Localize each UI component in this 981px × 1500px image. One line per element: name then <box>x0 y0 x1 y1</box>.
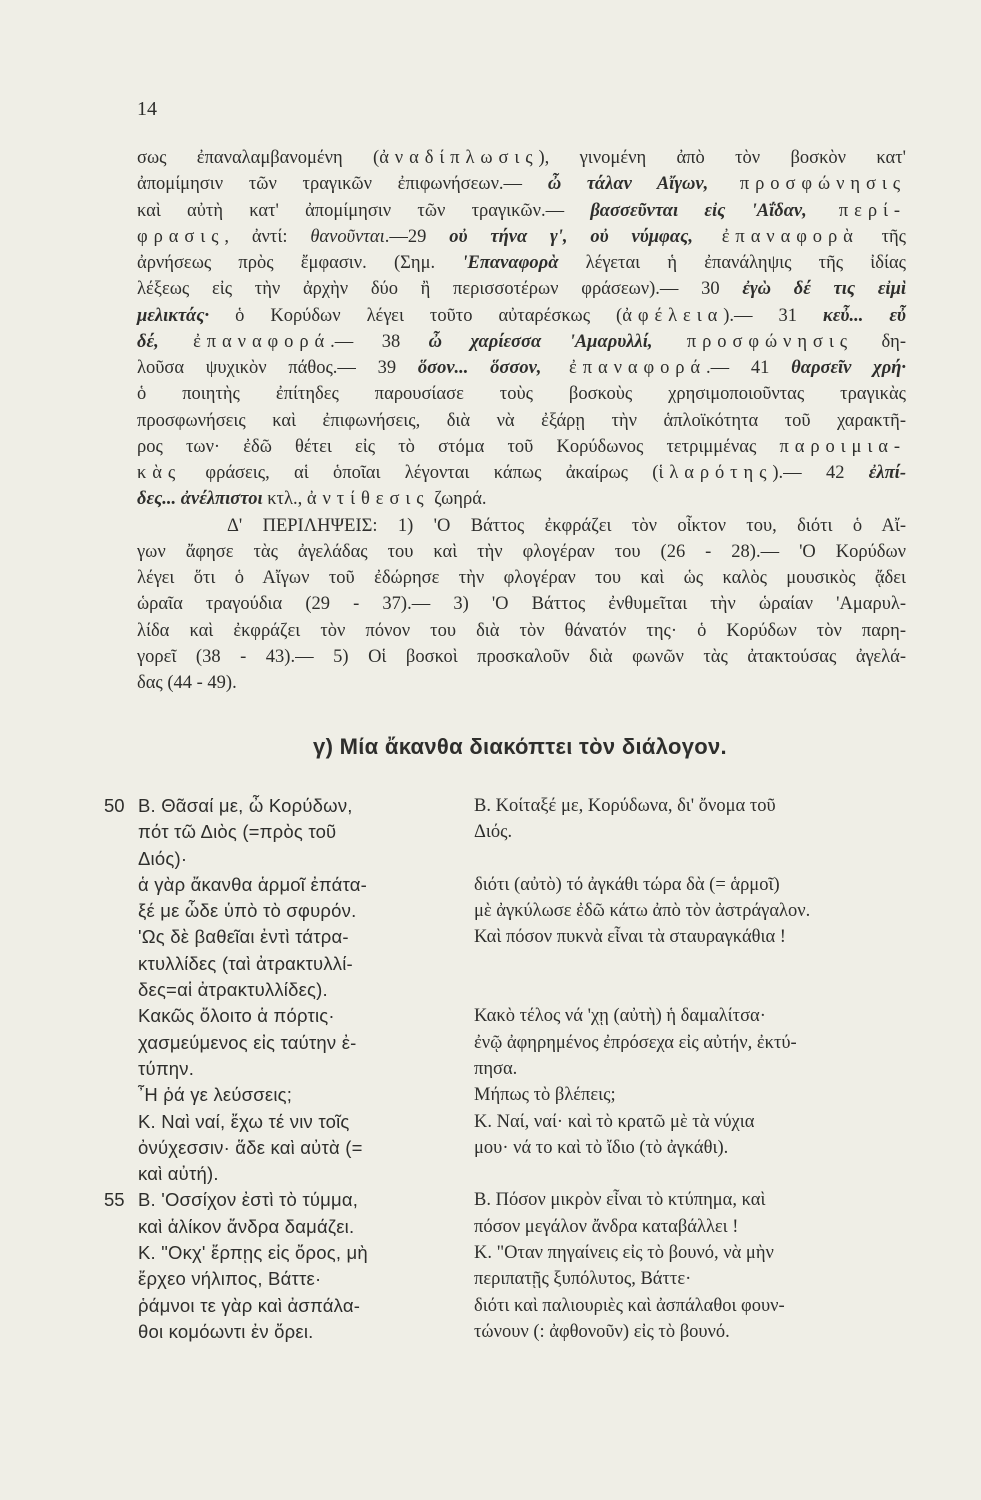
greek-verse: ὀνύχεσσιν· ἅδε καὶ αὐτὰ (= <box>138 1136 363 1158</box>
text-segment: θανοῦνται <box>310 226 385 247</box>
lemma-text: ἐλπί- <box>868 463 906 483</box>
verse-row <box>96 872 916 898</box>
text-segment: ὁ ποιητὴς ἐπίτηδες παρουσίασε τοὺς βοσκοὺς χρησιμοποιοῦντας τραγικὰς <box>137 384 906 405</box>
term-text: κὰς <box>137 463 182 483</box>
text-segment: ρος των· ἐδῶ θέτει εἰς τὸ στόμα τοῦ Κορύδωνος τετριμμένας <box>137 436 780 457</box>
term-text: ἱλαρότης <box>658 463 773 483</box>
modern-translation: περιπατῇς ξυπόλυτος, Βάττε· <box>474 1269 692 1290</box>
modern-translation: Κ. "Οταν πηγαίνεις εἰς τὸ βουνό, νὰ μὴν <box>474 1243 774 1264</box>
modern-translation: μὲ ἀγκύλωσε ἐδῶ κάτω ἀπὸ τὸν ἀστράγαλον. <box>474 901 811 922</box>
lemma-text: ὦ χαρίεσσα 'Αμαρυλλί, <box>428 331 653 352</box>
modern-translation: ἐνῷ ἀφηρημένος ἐπρόσεχα εἰς αὐτήν, ἐκτύ- <box>474 1032 797 1053</box>
commentary-line <box>137 355 906 381</box>
verse-row <box>96 1293 916 1319</box>
lemma-text: οὐ τήνα γ', οὐ νύμφας, <box>449 226 693 247</box>
verse-row <box>96 924 916 950</box>
lemma-text: μελικτάς· <box>137 305 210 326</box>
greek-verse: Κ. Ναὶ ναί, ἔχω τέ νιν τοῖς <box>138 1110 350 1132</box>
term-text: φρασις <box>137 226 225 247</box>
greek-verse: Κακῶς ὄλοιτο ἁ πόρτις· <box>138 1005 335 1027</box>
commentary-line <box>137 565 906 591</box>
verse-row <box>96 1030 916 1056</box>
greek-verse: ἔρχεο νήλιπος, Βάττε· <box>138 1268 322 1290</box>
commentary-line <box>137 381 906 407</box>
term-text: παροιμια- <box>779 436 906 457</box>
greek-verse: καὶ αὐτή). <box>138 1163 219 1185</box>
section-heading: γ) Μία ἄκανθα διακόπτει τὸν διάλογον. <box>313 734 727 759</box>
commentary-line <box>137 434 906 460</box>
text-segment: δας (44 - 49). <box>137 673 237 693</box>
greek-verse: 'Ως δὲ βαθεῖαι ἐντὶ τάτρα- <box>138 926 349 948</box>
greek-verse: τύπην. <box>138 1057 195 1079</box>
verse-row <box>96 951 916 977</box>
lemma-text: ἐγὼ δέ τις εἰμὶ <box>742 279 906 300</box>
text-segment: ), γινομένη ἀπὸ τὸν βοσκὸν κατ' <box>538 148 906 168</box>
term-text: προσφώνησις <box>652 331 853 352</box>
greek-verse: ξέ με ὧδε ὑπὸ τὸ σφυρόν. <box>138 900 357 922</box>
modern-translation: τώνουν (: ἀφθονοῦν) εἰς τὸ βουνό. <box>474 1321 730 1342</box>
text-segment: προσφωνήσεις καὶ ἐπιφωνήσεις, διὰ νὰ ἐξάρῃ τὴν ἁπλοϊκότητα τοῦ χαρακτῆ- <box>137 410 906 431</box>
text-segment: λίδα καὶ ἐκφράζει τὸν πόνον του διὰ τὸν θάνατόν της· ὁ Κορύδων τὸν παρη- <box>137 620 906 641</box>
text-segment: φράσεις, αἱ ὁποῖαι λέγονται κάπως ἀκαίρως ( <box>181 463 659 483</box>
term-text: ἐπαναφορά <box>158 331 331 352</box>
lemma-text: βασσεῦνται εἰς 'Αΐδαν, <box>590 200 807 221</box>
lemma-text: δέ, <box>137 331 159 352</box>
verse-row <box>96 898 916 924</box>
term-text: ἀναδίπλωσις <box>379 148 539 168</box>
lemma-text: κεὖ... εὖ <box>823 305 906 326</box>
greek-verse: δες=αἱ ἀτρακτυλλίδες). <box>138 979 328 1001</box>
verse-row <box>96 846 916 872</box>
greek-verse: χασμεύμενος εἰς ταύτην ἐ- <box>138 1031 357 1053</box>
greek-verse: Κ. "Οκχ' ἔρπῃς εἰς ὄρος, μὴ <box>138 1242 368 1264</box>
text-segment: ὡραῖα τραγούδια (29 - 37).— 3) 'Ο Βάττος ἐνθυμεῖται τὴν ὡραίαν 'Αμαρυλ- <box>137 594 906 615</box>
text-segment: .— 38 <box>330 331 429 352</box>
modern-translation: Καὶ πόσον πυκνὰ εἶναι τὰ σταυραγκάθια ! <box>474 927 786 948</box>
commentary-line <box>137 329 906 355</box>
commentary-line <box>137 591 906 617</box>
lemma-text: ὦ τάλαν Αἴγων, <box>547 174 709 195</box>
modern-translation: διότι καὶ παλιουριὲς καὶ ἀσπάλαθοι φουν- <box>474 1295 785 1316</box>
text-segment: ὁ Κορύδων λέγει τοῦτο αὐταρέσκως ( <box>209 305 623 326</box>
commentary-line <box>137 644 906 670</box>
greek-verse: ῥάμνοι τε γὰρ καὶ ἀσπάλα- <box>138 1294 361 1316</box>
lemma-text: 'Επαναφορὰ <box>462 253 559 273</box>
text-segment: τῆς <box>858 226 907 247</box>
term-text: προσφώνησις <box>708 174 906 195</box>
text-segment: ).— 31 <box>723 305 824 326</box>
greek-verse: κτυλλίδες (ταὶ ἀτρακτυλλί- <box>138 952 353 974</box>
term-text: ἀντίθεσις <box>306 489 430 510</box>
text-segment: λέγει ὅτι ὁ Αἴγων τοῦ ἐδώρησε τὴν φλογέραν του καὶ ὡς καλὸς μουσικὸς ᾄδει <box>137 568 906 588</box>
text-segment: κτλ., <box>262 489 307 510</box>
text-segment: .—29 <box>384 226 450 247</box>
text-segment: δη- <box>852 331 906 352</box>
verse-row <box>96 1319 916 1345</box>
modern-translation: Β. Πόσον μικρὸν εἶναι τὸ κτύπημα, καὶ <box>474 1190 766 1211</box>
modern-translation: μου· νά το καὶ τὸ ἴδιο (τὸ ἀγκάθι). <box>474 1137 729 1158</box>
greek-verse: ῏Η ῥά γε λεύσσεις; <box>138 1084 293 1106</box>
verse-row <box>96 1082 916 1108</box>
text-segment: Δ' ΠΕΡΙΛΗΨΕΙΣ: 1) 'Ο Βάττος ἐκφράζει τὸν οἶκτον του, διότι ὁ Αἴ- <box>227 515 906 536</box>
term-text: ἀφέλεια <box>622 305 724 326</box>
verse-row <box>96 819 916 845</box>
text-segment: λέξεως εἰς τὴν ἀρχὴν δύο ἢ περισσοτέρων φράσεων).— 30 <box>137 279 743 300</box>
greek-verse: πότ τῶ Διὸς (=πρὸς τοῦ <box>138 821 337 843</box>
greek-verse: θοι κομόωντι ἐν ὄρει. <box>138 1320 314 1342</box>
term-text: περί- <box>806 200 906 221</box>
verse-row <box>96 1003 916 1029</box>
verse-row <box>96 977 916 1003</box>
term-text: ἐπαναφορὰ <box>692 226 859 247</box>
verse-translation-table <box>96 793 916 1345</box>
commentary-line <box>137 460 906 486</box>
commentary-line <box>137 250 906 276</box>
greek-verse: Β. Θᾶσαί με, ὦ Κορύδων, <box>138 795 353 816</box>
verse-row <box>96 1266 916 1292</box>
commentary-line <box>137 486 906 512</box>
text-segment: γων ἄφησε τὰς ἀγελάδας του καὶ τὴν φλογέραν του (26 - 28).— 'Ο Κορύδων <box>137 541 906 562</box>
verse-row <box>96 1056 916 1082</box>
text-segment: καὶ αὐτὴ κατ' ἀπομίμησιν τῶν τραγικῶν.— <box>137 200 591 221</box>
text-segment: .— 41 <box>706 358 792 378</box>
greek-verse: Διός)· <box>138 847 188 869</box>
commentary-text <box>137 145 906 696</box>
verse-row <box>96 1135 916 1161</box>
verse-line-number: 50 <box>104 795 125 816</box>
text-segment: ζωηρά. <box>429 489 487 510</box>
commentary-line <box>137 539 906 565</box>
greek-verse: Β. 'Οσσίχον ἐστὶ τὸ τύμμα, <box>138 1189 359 1211</box>
commentary-line <box>137 513 906 539</box>
commentary-line <box>137 224 906 250</box>
commentary-line <box>137 171 906 197</box>
verse-row <box>96 1109 916 1135</box>
page-number: 14 <box>137 98 157 120</box>
modern-translation: Μήπως τὸ βλέπεις; <box>474 1085 616 1106</box>
lemma-text: δες... ἀνέλπιστοι <box>137 489 263 510</box>
verse-row <box>96 793 916 819</box>
commentary-line <box>137 408 906 434</box>
commentary-line <box>137 303 906 329</box>
verse-row <box>96 1240 916 1266</box>
greek-verse: καὶ ἁλίκον ἄνδρα δαμάζει. <box>138 1215 355 1237</box>
verse-row <box>96 1161 916 1187</box>
text-segment: ).— 42 <box>772 463 869 483</box>
verse-row <box>96 1214 916 1240</box>
commentary-line <box>137 145 906 171</box>
greek-verse: ἁ γὰρ ἄκανθα ἁρμοῖ ἐπάτα- <box>138 873 367 895</box>
text-segment: λέγεται ἡ ἐπανάληψις τῆς ἰδίας <box>558 253 906 273</box>
text-segment: ἀπομίμησιν τῶν τραγικῶν ἐπιφωνήσεων.— <box>137 174 548 195</box>
text-segment: γορεῖ (38 - 43).— 5) Οἱ βοσκοὶ προσκαλοῦν διὰ φωνῶν τὰς ἀτακτούσας ἀγελά- <box>137 646 906 667</box>
modern-translation: Κακὸ τέλος νά 'χῃ (αὐτὴ) ἡ δαμαλίτσα· <box>474 1006 766 1027</box>
modern-translation: πησα. <box>474 1058 518 1079</box>
text-segment: σως ἐπαναλαμβανομένη ( <box>137 148 380 168</box>
modern-translation: Κ. Ναί, ναί· καὶ τὸ κρατῶ μὲ τὰ νύχια <box>474 1111 755 1132</box>
lemma-text: θαρσεῖν χρή· <box>791 358 907 378</box>
modern-translation: πόσον μεγάλον ἄνδρα καταβάλλει ! <box>474 1216 739 1237</box>
text-segment: ἀρνήσεως πρὸς ἔμφασιν. (Σημ. <box>137 253 463 273</box>
commentary-line <box>137 670 906 696</box>
text-segment: , ἀντί: <box>224 226 311 247</box>
text-segment: λοῦσα ψυχικὸν πάθος.— 39 <box>137 358 418 378</box>
verse-row <box>96 1187 916 1213</box>
modern-translation: διότι (αὐτὸ) τό ἀγκάθι τώρα δὰ (= ἁρμοῖ) <box>474 874 780 895</box>
commentary-line <box>137 276 906 302</box>
modern-translation: Β. Κοίταξέ με, Κορύδωνα, δι' ὄνομα τοῦ <box>474 796 776 816</box>
verse-line-number: 55 <box>104 1189 125 1211</box>
modern-translation: Διός. <box>474 822 513 843</box>
lemma-text: ὅσον... ὅσσον, <box>417 358 542 378</box>
commentary-line <box>137 618 906 644</box>
commentary-line <box>137 198 906 224</box>
term-text: ἐπαναφορά <box>541 358 707 378</box>
